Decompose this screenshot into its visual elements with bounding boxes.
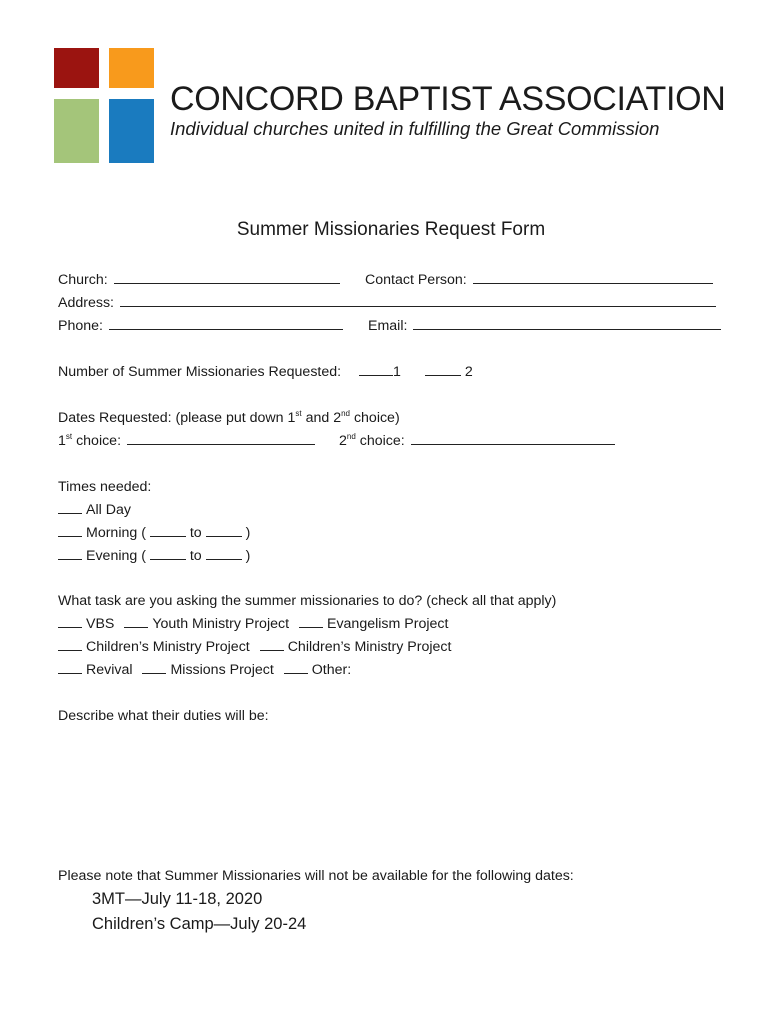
dates-row (58, 409, 400, 427)
task-label: What task are you asking the summer missionaries to do? (check all that apply) (58, 593, 557, 609)
count-option-2-blank[interactable] (425, 363, 461, 376)
org-name: CONCORD BAPTIST ASSOCIATION (170, 80, 726, 118)
task-row-1 (58, 615, 448, 633)
task-children1-label: Children’s Ministry Project (86, 639, 250, 655)
morning-close: ) (245, 525, 251, 541)
sup-st: st (295, 409, 302, 418)
count-option-1: 1 (393, 364, 401, 380)
availability-note: Please note that Summer Missionaries will not be available for the following dates: (58, 868, 574, 884)
time-morning-check[interactable] (58, 524, 82, 537)
address-label: Address: (58, 295, 114, 311)
time-morning-row (58, 524, 250, 542)
count-label: Number of Summer Missionaries Requested: (58, 364, 342, 380)
evening-to-text: to (189, 548, 202, 564)
email-label: Email: (368, 318, 408, 334)
phone-row (58, 317, 343, 335)
time-morning-label: Morning ( (86, 525, 146, 541)
task-evangelism-check[interactable] (299, 615, 323, 628)
count-option-2: 2 (464, 364, 473, 380)
task-evangelism-label: Evangelism Project (326, 616, 449, 632)
duties-label: Describe what their duties will be: (58, 708, 269, 724)
task-youth-check[interactable] (124, 615, 148, 628)
task-vbs-label: VBS (86, 616, 115, 632)
contact-label: Contact Person: (365, 272, 467, 288)
choice-2-num: 2 (339, 433, 347, 449)
unavailable-date-1: 3MT—July 11-18, 2020 (92, 890, 263, 908)
choice-2-sup: nd (346, 432, 356, 441)
time-evening-label: Evening ( (86, 548, 146, 564)
task-row-3 (58, 661, 351, 679)
task-missions-check[interactable] (142, 661, 166, 674)
choice-1-label: choice: (72, 433, 122, 449)
choice-1-sup: st (65, 432, 73, 441)
task-vbs-check[interactable] (58, 615, 82, 628)
evening-from-field[interactable] (150, 547, 186, 560)
task-other-check[interactable] (284, 661, 308, 674)
phone-field[interactable] (109, 317, 343, 330)
task-children2-check[interactable] (260, 638, 284, 651)
logo-square-green (54, 99, 99, 163)
task-children1-check[interactable] (58, 638, 82, 651)
choice-2-label: choice: (355, 433, 405, 449)
address-row (58, 294, 716, 312)
unavailable-date-2: Children’s Camp—July 20-24 (92, 915, 307, 933)
evening-close: ) (245, 548, 251, 564)
task-missions-label: Missions Project (170, 662, 274, 678)
phone-label: Phone: (58, 318, 103, 334)
morning-to-text: to (189, 525, 202, 541)
count-option-1-blank[interactable] (359, 363, 393, 376)
evening-to-field[interactable] (206, 547, 242, 560)
contact-row (365, 271, 713, 289)
task-youth-label: Youth Ministry Project (152, 616, 290, 632)
choice-2-field[interactable] (411, 432, 615, 445)
email-row (368, 317, 721, 335)
times-label: Times needed: (58, 479, 152, 495)
sup-nd: nd (341, 409, 350, 418)
choice-2-row (339, 432, 615, 450)
morning-to-field[interactable] (206, 524, 242, 537)
logo-square-red (54, 48, 99, 88)
address-field[interactable] (120, 294, 716, 307)
time-evening-check[interactable] (58, 547, 82, 560)
org-tagline: Individual churches united in fulfilling the Great Commission (170, 118, 660, 139)
count-row (58, 363, 473, 381)
time-allday-label: All Day (86, 502, 131, 518)
logo-square-orange (109, 48, 154, 88)
church-label: Church: (58, 272, 108, 288)
choice-1-row (58, 432, 315, 450)
contact-field[interactable] (473, 271, 713, 284)
choice-1-num: 1 (58, 433, 66, 449)
time-evening-row (58, 547, 250, 565)
morning-from-field[interactable] (150, 524, 186, 537)
logo-square-blue (109, 99, 154, 163)
task-children2-label: Children’s Ministry Project (287, 639, 452, 655)
task-revival-check[interactable] (58, 661, 82, 674)
form-title: Summer Missionaries Request Form (236, 219, 546, 240)
dates-label-c: choice) (350, 410, 400, 426)
task-revival-label: Revival (86, 662, 133, 678)
dates-label-b: and 2 (301, 410, 342, 426)
church-row (58, 271, 340, 289)
task-row-2 (58, 638, 451, 656)
church-field[interactable] (114, 271, 340, 284)
dates-label: Dates Requested: (please put down 1 (58, 410, 296, 426)
task-other-label: Other: (311, 662, 352, 678)
choice-1-field[interactable] (127, 432, 315, 445)
time-allday-row (58, 501, 131, 519)
time-allday-check[interactable] (58, 501, 82, 514)
email-field[interactable] (413, 317, 721, 330)
